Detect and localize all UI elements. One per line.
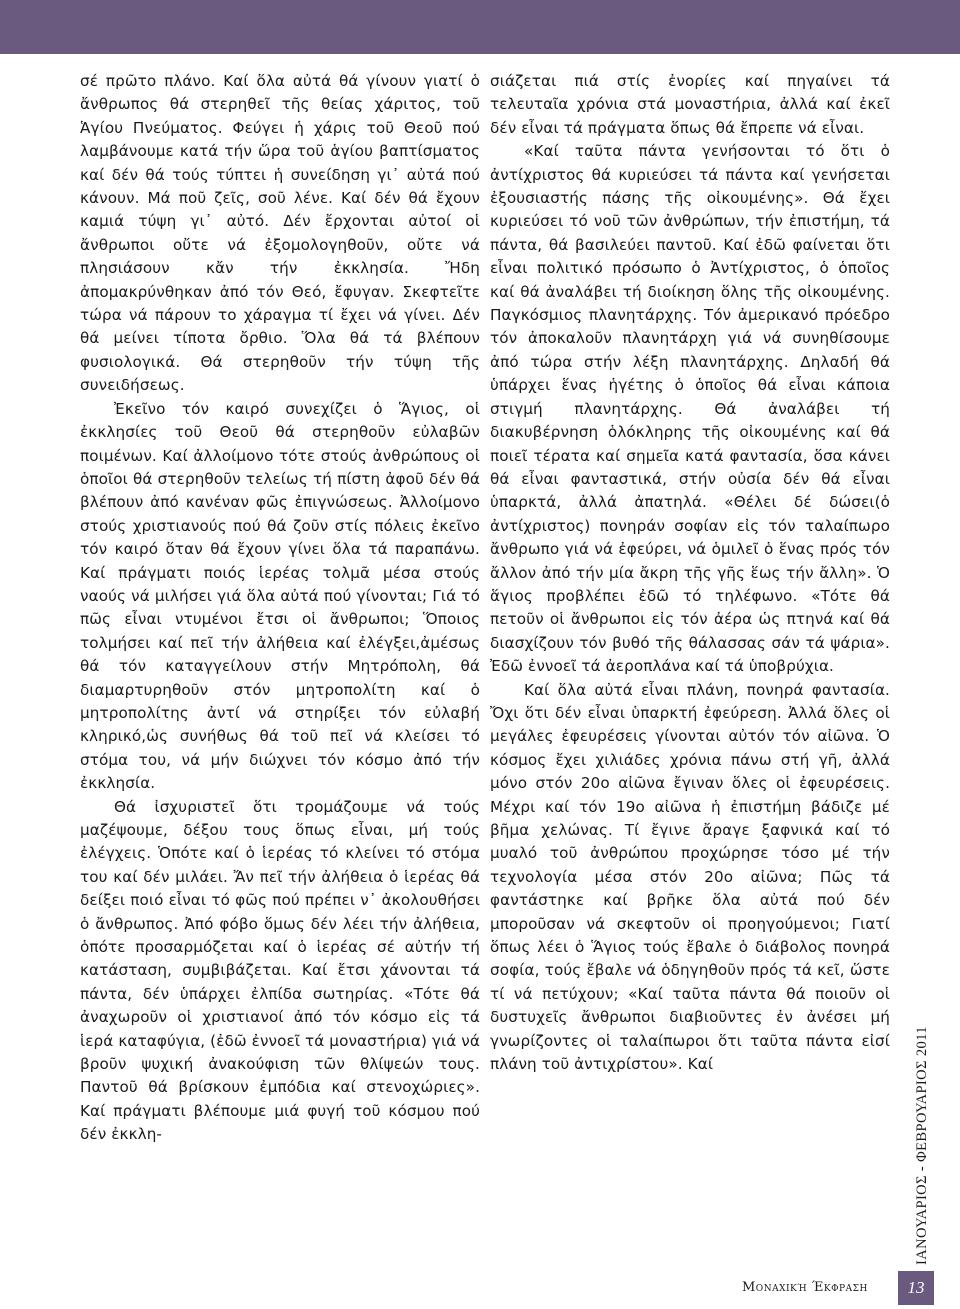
page-number: 13 (898, 1271, 934, 1305)
paragraph: Θά ἰσχυριστεῖ ὅτι τρομάζουμε νά τούς μαζέψουμε, δέξου τους ὅπως εἶναι, μή τούς ἐλέγχεις. Ὁπότε καί ὁ ἱερέας τό κλείνει τό στόμα του καί δέν μιλάει. Ἄν πεῖ τήν ἀλήθεια ὁ ἱερέας θά δείξει ποιό εἶναι τό φῶς πού πρέπει ν᾽ ἀκολουθήσει ὁ ἄνθρωπος. Ἀπό φόβο ὅμως δέν λέει τήν ἀλήθεια, ὁπότε προσαρμόζεται καί ὁ ἱερέας σέ αὐτήν τή κατάσταση, συμβιβάζεται. Καί ἔτσι χάνονται τά πάντα, δέν ὑπάρχει ἐλπίδα σωτηρίας. «Τότε θά ἀναχωροῦν οἱ χριστιανοί ἀπό τόν κόσμο εἰς τά ἱερά καταφύγια, (ἐδῶ ἐννοεῖ τά μοναστήρια) γιά νά βροῦν ψυχική ἀνακούφιση τῶν θλίψεών τους. Παντοῦ θά βρίσκουν ἐμπόδια καί στενοχώριες». Καί πράγματι βλέπουμε μιά φυγή τοῦ κόσμου πού δέν ἐκκλη- (80, 797, 480, 1144)
right-column (490, 70, 890, 1076)
header-band (0, 0, 960, 54)
paragraph: Ἐκεῖνο τόν καιρό συνεχίζει ὁ Ἅγιος, οἱ ἐκκλησίες τοῦ Θεοῦ θά στερηθοῦν εὐλαβῶν ποιμένων. Καί ἀλλοίμονο τότε στούς ἀνθρώπους οἱ ὁποῖοι θά στερηθοῦν τελείως τή πίστη ἀφοῦ δέν θά βλέπουν ἀπό κανέναν φῶς ἐπιγνώσεως. Ἀλλοίμονο στούς χριστιανούς πού θά ζοῦν στίς πόλεις ἐκεῖνο τόν καιρό ὅταν θά ἔχουν γίνει ὅλα τά παραπάνω. Καί πράγματι ποιός ἱερέας τολμᾶ μέσα στούς ναούς νά μιλήσει γιά ὅλα αὐτά πού γίνονται; Γιά τό πῶς εἶναι ντυμένοι ἔτσι οἱ ἄνθρωποι; Ὅποιος τολμήσει καί πεῖ τήν ἀλήθεια καί ἐλέγξει,ἀμέσως θά τόν καταγγείλουν στήν Μητρόπολη, θά διαμαρτυρηθοῦν στόν μητροπολίτη καί ὁ μητροπολίτης ἀντί νά στηρίξει τόν εὐλαβή κληρικό,ὡς συνήθως θά τοῦ πεῖ νά κλείσει τό στόμα του, νά μήν διώχνει τόν κόσμο ἀπό τήν ἐκκλησία. (80, 399, 480, 793)
paragraph: σέ πρῶτο πλάνο. Καί ὅλα αὐτά θά γίνουν γιατί ὁ ἄνθρωπος θά στερηθεῖ τῆς θείας χάριτος, τοῦ Ἁγίου Πνεύματος. Φεύγει ἡ χάρις τοῦ Θεοῦ πού λαμβάνουμε κατά τήν ὥρα τοῦ ἁγίου βαπτίσματος καί δέν θά τούς τύπτει ἡ συνείδηση γι᾽ αὐτά πού κάνουν. Μά ποῦ ζεῖς, σοῦ λένε. Καί δέν θά ἔχουν καμιά τύψη γι᾽ αὐτό. Δέν ἔρχονται αὐτοί οἱ ἄνθρωποι οὔτε νά ἐξομολογηθοῦν, οὔτε νά πλησιάσουν κἄν τήν ἐκκλησία. Ἤδη ἀπομακρύνθηκαν ἀπό τόν Θεό, ἔφυγαν. Σκεφτεῖτε τώρα νά πάρουν το χάραγμα τί ἔχει νά γίνει. Δέν θά μείνει τίποτα ὄρθιο. Ὅλα θά τά βλέπουν φυσιολογικά. Θά στερηθοῦν τήν τύψη τῆς συνειδήσεως. (80, 72, 480, 395)
paragraph: Καί ὅλα αὐτά εἶναι πλάνη, πονηρά φαντασία. Ὄχι ὅτι δέν εἶναι ὑπαρκτή ἐφεύρεση. Ἀλλά ὅλες οἱ μεγάλες ἐφευρέσεις γίνονται αὐτόν τόν αἰῶνα. Ὁ κόσμος ἔχει χιλιάδες χρόνια πάνω στή γῆ, ἀλλά μόνο στόν 20ο αἰῶνα ἔγιναν ὅλες οἱ ἐφευρέσεις. Μέχρι καί τόν 19ο αἰῶνα ἡ ἐπιστήμη βάδιζε μέ βῆμα χελώνας. Τί ἔγινε ἄραγε ξαφνικά καί τό μυαλό τοῦ ἀνθρώπου προχώρησε τόσο μέ τήν τεχνολογία μέσα στόν 20ο αἰῶνα; Πῶς τά φαντάστηκε καί βρῆκε ὅλα αὐτά πού δέν μποροῦσαν νά σκεφτοῦν οἱ προηγούμενοι; Γιατί ὅπως λέει ὁ Ἅγιος τούς ἔβαλε ὁ διάβολος πονηρά σοφία, τούς ἔβαλε νά ὁδηγηθοῦν πρός τά κεῖ, ὥστε τί νά πετύχουν; «Καί ταῦτα πάντα θά ποιοῦν οἱ δυστυχεῖς ἄνθρωποι διαβιοῦντες ἐν ἀνέσει μή γνωρίζοντες οἱ ταλαίπωροι ὅτι ταῦτα πάντα εἰσί πλάνη τοῦ ἀντιχρίστου». Καί (490, 680, 890, 1074)
issue-date: ΙΑΝΟΥΑΡΙΟΣ - ΦΕΒΡΟΥΑΡΙΟΣ 2011 (914, 1026, 930, 1265)
left-column (80, 70, 480, 1147)
paragraph: «Καί ταῦτα πάντα γενήσονται τό ὅτι ὁ ἀντίχριστος θά κυριεύσει τά πάντα καί γενήσεται ἐξουσιαστής πάσης τῆς οἰκουμένης». Θά ἔχει κυριεύσει τό νοῦ τῶν ἀνθρώπων, τήν ἐπιστήμη, τά πάντα, θά βασιλεύει παντοῦ. Καί ἐδῶ φαίνεται ὅτι εἶναι πολιτικό πρόσωπο ὁ Ἀντίχριστος, ὁ ὁποῖος καί θά ἀναλάβει τή διοίκηση ὅλης τῆς οἰκουμένης. Παγκόσμιος πλανητάρχης. Τόν ἀμερικανό πρόεδρο τόν ἀποκαλοῦν πλανητάρχη γιά νά συνηθίσουμε ἀπό τώρα στήν λέξη πλανητάρχης. Δηλαδή θά ὑπάρχει ἕνας ἡγέτης ὁ ὁποῖος θά εἶναι κάποια στιγμή πλανητάρχης. Θά ἀναλάβει τή διακυβέρνηση ὁλόκληρης τῆς οἰκουμένης καί θά ποιεῖ τέρατα καί σημεῖα κατά φαντασία, ὅσα κάνει θά εἶναι φανταστικά, στήν οὐσία δέν θά εἶναι ὑπαρκτά, ἀλλά ἀπατηλά. «Θέλει δέ δώσει(ὁ ἀντίχριστος) πονηράν σοφίαν εἰς τόν ταλαίπωρο ἄνθρωπο γιά νά ἐφεύρει, νά ὁμιλεῖ ὁ ἕνας πρός τόν ἄλλον ἀπό τήν μία ἄκρη τῆς γῆς ἕως τήν ἄλλη». Ὁ ἅγιος προβλέπει ἐδῶ τό τηλέφωνο. «Τότε θά πετοῦν οἱ ἄνθρωποι εἰς τόν ἀέρα ὡς πτηνά καί θά διασχίζουν τόν βυθό τῆς θάλασσας σάν τά ψάρια». Ἐδῶ ἐννοεῖ τά ἀεροπλάνα καί τά ὑποβρύχια. (490, 142, 890, 676)
paragraph: σιάζεται πιά στίς ἐνορίες καί πηγαίνει τά τελευταῖα χρόνια στά μοναστήρια, ἀλλά καί ἐκεῖ δέν εἶναι τά πράγματα ὅπως θά ἔπρεπε νά εἶναι. (490, 72, 890, 137)
magazine-title: Μοναχική Έκφραση (742, 1280, 868, 1295)
